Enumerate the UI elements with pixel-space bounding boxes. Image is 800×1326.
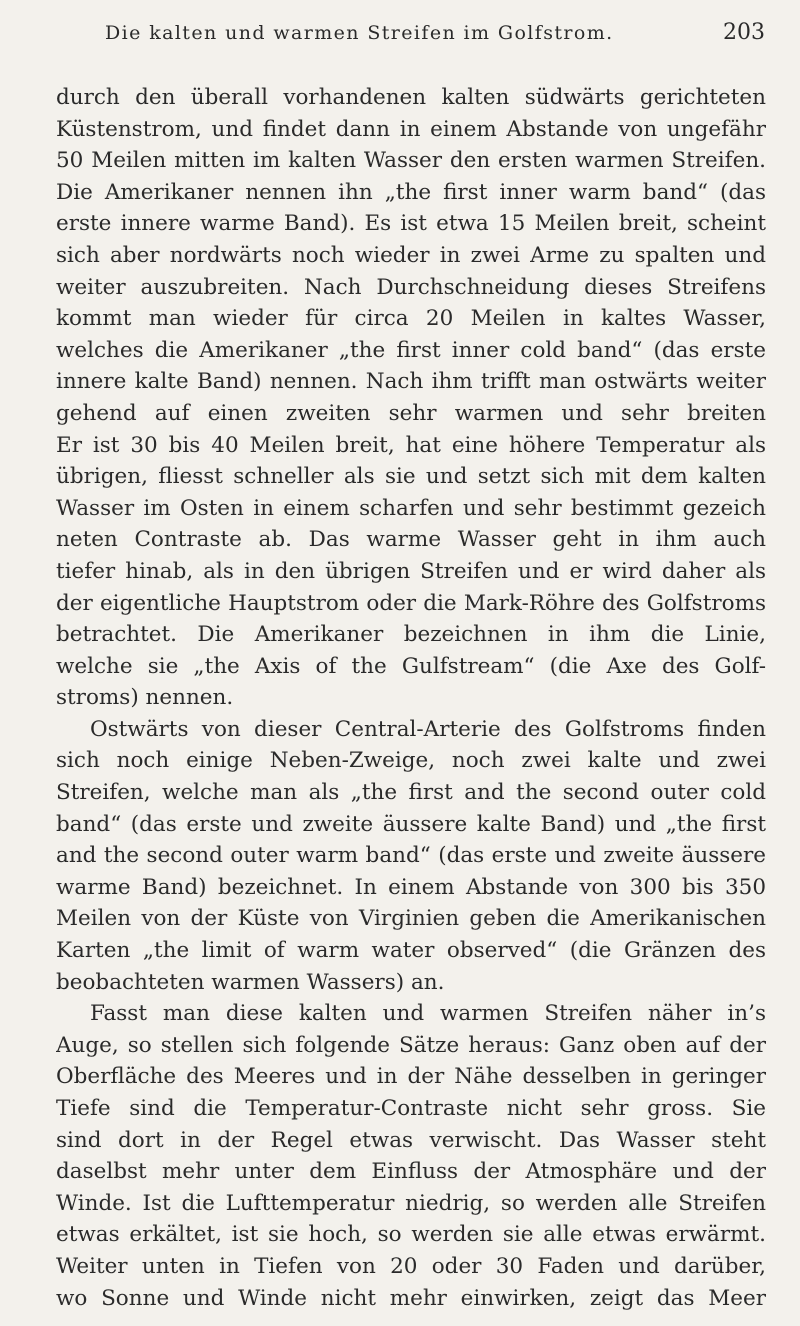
text-line-content: weiter auszubreiten. Nach Durchschneidung dieses Streifens: [56, 274, 766, 300]
text-line: [56, 430, 766, 462]
text-line: [56, 745, 766, 777]
text-line-content: gehend auf einen zweiten sehr warmen und sehr breiten: [56, 400, 766, 426]
text-line-content: Die Amerikaner nennen ihn „the first inner warm band“ (das: [56, 179, 766, 205]
text-line-content: daselbst mehr unter dem Einfluss der Atmosphäre und der: [56, 1159, 766, 1185]
page-header: [105, 22, 765, 54]
text-line: [56, 967, 766, 999]
text-line-content: Küstenstrom, und findet dann in einem Abstande von ungefähr: [56, 116, 766, 142]
text-line: [56, 556, 766, 588]
text-line-content: Fasst man diese kalten und warmen Streifen näher in’s: [90, 1001, 766, 1027]
text-line-content: Streifen, welche man als „the first and the second outer cold: [56, 780, 766, 806]
text-line: [56, 461, 766, 493]
text-line: [56, 524, 766, 556]
text-line-content: der eigentliche Hauptstrom oder die Mark-Röhre des Golfstroms: [56, 590, 766, 616]
text-line: [56, 114, 766, 146]
text-line-content: Er ist 30 bis 40 Meilen breit, hat eine höhere Temperatur als: [56, 432, 766, 458]
text-line-content: stroms) nennen.: [56, 685, 234, 711]
text-line-content: beobachteten warmen Wassers) an.: [56, 969, 445, 995]
text-line-content: Weiter unten in Tiefen von 20 oder 30 Faden und darüber,: [56, 1253, 766, 1279]
text-line: [56, 619, 766, 651]
text-line-content: neten Contraste ab. Das warme Wasser geht in ihm auch: [56, 527, 766, 553]
text-line-content: Oberfläche des Meeres und in der Nähe desselben in geringer: [56, 1064, 766, 1090]
text-line-content: Winde. Ist die Lufttemperatur niedrig, so werden alle Streifen: [56, 1190, 766, 1216]
text-line: [56, 903, 766, 935]
text-line: [56, 1251, 766, 1283]
text-line: [56, 177, 766, 209]
text-line-content: übrigen, fliesst schneller als sie und setzt sich mit dem kalten: [56, 464, 766, 490]
text-line: [56, 366, 766, 398]
text-line: [56, 682, 766, 714]
text-line-content: kommt man wieder für circa 20 Meilen in kaltes Wasser,: [56, 306, 766, 332]
text-line-content: Karten „the limit of warm water observed“ (die Gränzen des: [56, 938, 766, 964]
text-line: [56, 335, 766, 367]
text-line-content: welches die Amerikaner „the first inner cold band“ (das erste: [56, 337, 766, 363]
text-line: [56, 240, 766, 272]
text-line-content: Meilen von der Küste von Virginien geben die Amerikanischen: [56, 906, 766, 932]
text-line-content: Ostwärts von dieser Central-Arterie des Golfstroms finden: [90, 716, 766, 742]
text-line-content: erste innere warme Band). Es ist etwa 15 Meilen breit, scheint: [56, 211, 766, 237]
text-line: [56, 872, 766, 904]
text-line-content: sich aber nordwärts noch wieder in zwei Arme zu spalten und: [56, 242, 766, 268]
text-line-content: tiefer hinab, als in den übrigen Streifen und er wird daher als: [56, 558, 766, 584]
text-line: [56, 809, 766, 841]
text-line-content: warme Band) bezeichnet. In einem Abstande von 300 bis 350: [56, 874, 766, 900]
text-line: [56, 208, 766, 240]
text-line: [56, 1125, 766, 1157]
text-line: [56, 1156, 766, 1188]
text-line: [56, 588, 766, 620]
text-line: [56, 651, 766, 683]
text-line: [56, 998, 766, 1030]
text-line: [56, 1219, 766, 1251]
text-line: [56, 272, 766, 304]
text-line-content: and the second outer warm band“ (das erste und zweite äussere: [56, 843, 766, 869]
text-line: [56, 1030, 766, 1062]
text-line: [56, 398, 766, 430]
running-head: Die kalten und warmen Streifen im Golfstrom.: [105, 22, 614, 44]
text-line-content: welche sie „the Axis of the Gulfstream“ (die Axe des Golf-: [56, 653, 766, 679]
text-line-content: durch den überall vorhandenen kalten südwärts gerichteten: [56, 85, 766, 110]
page-number: 203: [723, 20, 765, 45]
text-line: [56, 1188, 766, 1220]
text-line: [56, 493, 766, 525]
text-line: [56, 714, 766, 746]
text-line-content: 50 Meilen mitten im kalten Wasser den ersten warmen Streifen.: [56, 148, 766, 174]
text-line-content: etwas erkältet, ist sie hoch, so werden sie alle etwas erwärmt.: [56, 1222, 766, 1248]
text-line: [56, 1061, 766, 1093]
text-line-content: Auge, so stellen sich folgende Sätze heraus: Ganz oben auf der: [56, 1032, 766, 1058]
text-line-content: Tiefe sind die Temperatur-Contraste nicht sehr gross. Sie: [56, 1096, 766, 1121]
text-line-content: sich noch einige Neben-Zweige, noch zwei kalte und zwei: [56, 748, 766, 774]
text-line: [56, 1283, 766, 1315]
body-text: [56, 82, 766, 1314]
text-line: [56, 303, 766, 335]
text-line-content: betrachtet. Die Amerikaner bezeichnen in ihm die Linie,: [56, 622, 766, 648]
text-line-content: sind dort in der Regel etwas verwischt. Das Wasser steht: [56, 1127, 766, 1153]
text-line: [56, 82, 766, 114]
text-line: [56, 840, 766, 872]
text-line: [56, 145, 766, 177]
text-line-content: innere kalte Band) nennen. Nach ihm trifft man ostwärts weiter: [56, 369, 766, 395]
text-line: [56, 777, 766, 809]
text-line: [56, 1093, 766, 1125]
text-line-content: Wasser im Osten in einem scharfen und sehr bestimmt gezeich: [56, 495, 766, 521]
text-line-content: band“ (das erste und zweite äussere kalte Band) und „the first: [56, 811, 766, 837]
text-line-content: wo Sonne und Winde nicht mehr einwirken, zeigt das Meer: [56, 1285, 766, 1311]
text-line: [56, 935, 766, 967]
